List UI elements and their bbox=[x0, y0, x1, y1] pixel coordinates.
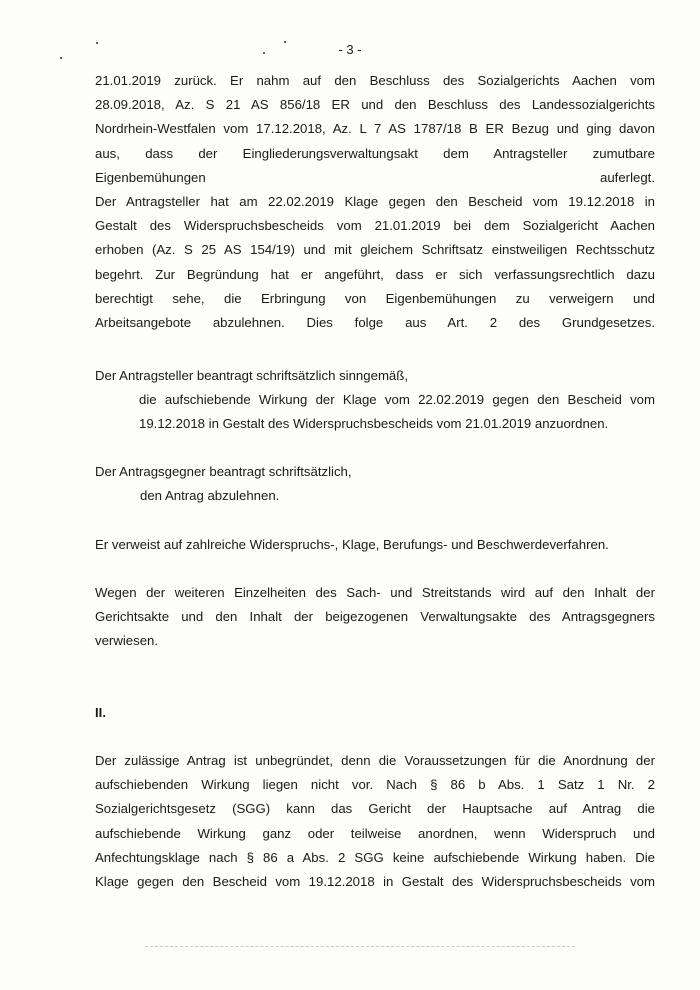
page-number: - 3 - bbox=[338, 42, 362, 57]
paragraph-1 bbox=[95, 69, 655, 190]
text-line: Sozialgerichtsgesetz (SGG) kann das Gericht der Hauptsache auf Antrag die bbox=[95, 801, 655, 817]
text-line: aus, dass der Eingliederungsverwaltungsakt dem Antragsteller zumutbare bbox=[95, 145, 655, 161]
scan-speck bbox=[60, 57, 62, 59]
text-line: verwiesen. bbox=[95, 633, 159, 649]
text-line: Eigenbemühungen auferlegt. bbox=[95, 169, 655, 185]
text-line: Der zulässige Antrag ist unbegründet, denn die Voraussetzungen für die Anordnung der bbox=[95, 753, 655, 768]
paragraph-2 bbox=[95, 190, 655, 335]
text-line: 28.09.2018, Az. S 21 AS 856/18 ER und den Beschluss des Landessozialgerichts bbox=[95, 97, 655, 113]
text-line: Gerichtsakte und den Inhalt der beigezogenen Verwaltungsakte des Antragsgegners bbox=[95, 609, 655, 625]
text-line: Der Antragsgegner beantragt schriftsätzlich, bbox=[95, 464, 352, 479]
text-line: Nordrhein-Westfalen vom 17.12.2018, Az. L 7 AS 1787/18 B ER Bezug und ging davon bbox=[95, 121, 655, 137]
quoted-line: die aufschiebende Wirkung der Klage vom 22.02.2019 gegen den Bescheid vom bbox=[139, 392, 655, 408]
paragraph-6 bbox=[95, 581, 655, 654]
paragraph-5 bbox=[95, 533, 655, 557]
text-line: Gestalt des Widerspruchsbescheids vom 21.01.2019 bei dem Sozialgericht Aachen bbox=[95, 218, 655, 234]
text-line: Der Antragsteller hat am 22.02.2019 Klage gegen den Bescheid vom 19.12.2018 in bbox=[95, 194, 655, 209]
quoted-line: 19.12.2018 in Gestalt des Widerspruchsbescheids vom 21.01.2019 anzuordnen. bbox=[139, 416, 609, 432]
text-line: aufschiebende Wirkung ganz oder teilweise anordnen, wenn Widerspruch und bbox=[95, 825, 655, 841]
text-line: Klage gegen den Bescheid vom 19.12.2018 in Gestalt des Widerspruchsbescheids vom bbox=[95, 874, 655, 890]
footer-scan-line bbox=[145, 946, 575, 947]
text-line: aufschiebenden Wirkung liegen nicht vor. Nach § 86 b Abs. 1 Satz 1 Nr. 2 bbox=[95, 777, 655, 793]
text-line: berechtigt sehe, die Erbringung von Eigenbemühungen zu verweigern und bbox=[95, 290, 655, 306]
quoted-line: den Antrag abzulehnen. bbox=[140, 488, 280, 504]
section-heading: II. bbox=[95, 705, 106, 720]
text-line: Anfechtungsklage nach § 86 a Abs. 2 SGG keine aufschiebende Wirkung haben. Die bbox=[95, 849, 655, 865]
text-line: 21.01.2019 zurück. Er nahm auf den Beschluss des Sozialgerichts Aachen vom bbox=[95, 73, 655, 88]
text-line: Er verweist auf zahlreiche Widerspruchs-, Klage, Berufungs- und Beschwerdeverfahren. bbox=[95, 537, 609, 552]
paragraph-7 bbox=[95, 749, 655, 894]
paragraph-3 bbox=[95, 364, 655, 437]
text-line: Wegen der weiteren Einzelheiten des Sach- und Streitstands wird auf den Inhalt der bbox=[95, 585, 655, 600]
paragraph-4 bbox=[95, 460, 655, 508]
text-line: Der Antragsteller beantragt schriftsätzlich sinngemäß, bbox=[95, 368, 408, 383]
text-line: begehrt. Zur Begründung hat er angeführt, dass er sich verfassungsrechtlich dazu bbox=[95, 266, 655, 282]
text-line: erhoben (Az. S 25 AS 154/19) und mit gleichem Schriftsatz einstweiligen Rechtsschutz bbox=[95, 242, 655, 258]
text-line: Arbeitsangebote abzulehnen. Dies folge aus Art. 2 des Grundgesetzes. bbox=[95, 315, 655, 331]
